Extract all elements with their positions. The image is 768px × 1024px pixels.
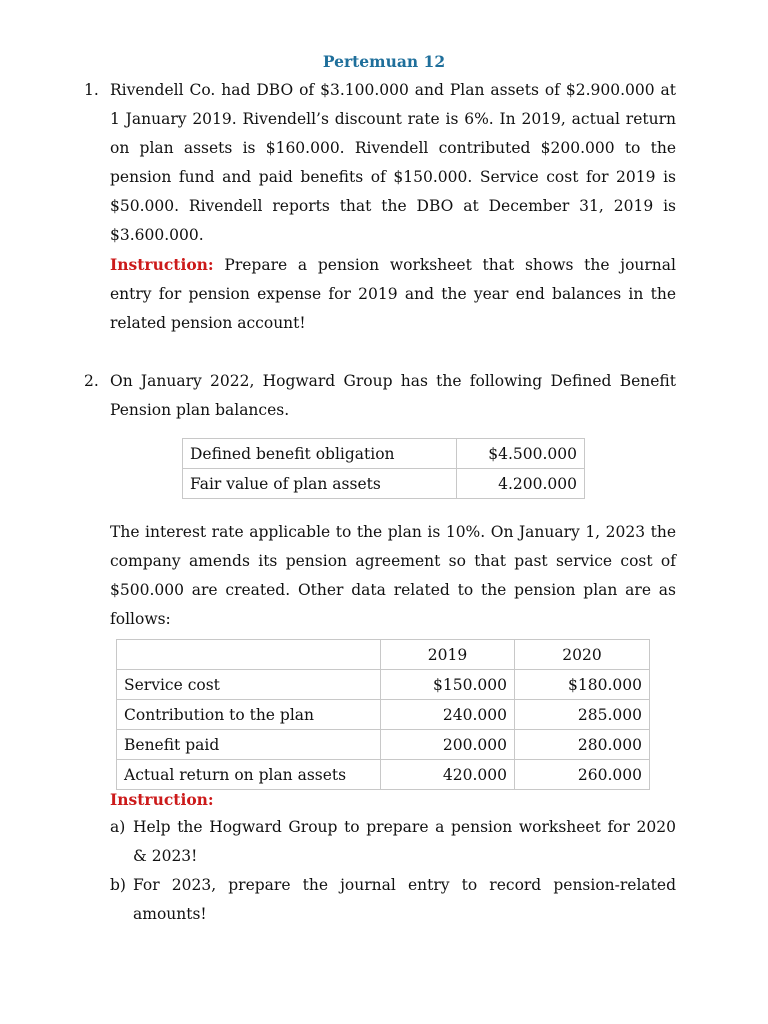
table-cell-value: 4.200.000 [457,469,585,499]
question-2 [84,367,676,425]
sub-question-b-text: For 2023, prepare the journal entry to record pension-related amounts! [133,876,676,923]
question-2-paragraph-text: The interest rate applicable to the plan is 10%. On January 1, 2023 the company amends its pension agreement so that past service cost of $500.000 are created. Other data related to the pension plan are as follows: [110,523,676,628]
table-row [183,469,585,499]
table-cell-value: $180.000 [515,670,650,700]
sub-question-b [110,871,676,929]
table-row [183,439,585,469]
table-cell-label: Benefit paid [117,730,381,760]
table-cell-value: 240.000 [381,700,515,730]
table-header-cell [117,640,381,670]
table-cell-value: 200.000 [381,730,515,760]
instruction-label: Instruction: [110,255,214,274]
table-cell-label: Defined benefit obligation [183,439,457,469]
page-title: Pertemuan 12 [322,52,446,71]
question-1 [84,76,676,338]
plan-balances-table [182,438,585,499]
question-1-text: Rivendell Co. had DBO of $3.100.000 and Plan assets of $2.900.000 at 1 January 2019. Rivendell’s discount rate is 6%. In 2019, actual return on plan assets is $160.000. Rivendell contributed $200.000 to the pension fund and paid benefits of $150.000. Service cost for 2019 is $50.000. Rivendell reports that the DBO at December 31, 2019 is $3.600.000. [110,81,676,244]
table-cell-label: Fair value of plan assets [183,469,457,499]
table-header-row [117,640,650,670]
table-row [117,700,650,730]
table-cell-value: 420.000 [381,760,515,790]
sub-question-a-label: a) [110,818,126,836]
question-2-number: 2. [84,372,99,390]
table-header-cell: 2020 [515,640,650,670]
question-2-intro: On January 2022, Hogward Group has the following Defined Benefit Pension plan balances. [110,372,676,419]
table-cell-label: Actual return on plan assets [117,760,381,790]
question-1-instruction [110,250,676,338]
sub-question-a [110,813,676,871]
table-cell-value: 280.000 [515,730,650,760]
table-cell-value: $4.500.000 [457,439,585,469]
table-header-cell: 2019 [381,640,515,670]
sub-question-b-label: b) [110,876,126,894]
table-row [117,730,650,760]
table-row [117,670,650,700]
instruction-text: Prepare a pension worksheet that shows the journal entry for pension expense for 2019 and the year end balances in the related pension account! [110,256,676,332]
sub-question-a-text: Help the Hogward Group to prepare a pension worksheet for 2020 & 2023! [133,818,676,865]
table-cell-value: $150.000 [381,670,515,700]
question-2-instruction-label: Instruction: [110,790,214,809]
table-cell-value: 260.000 [515,760,650,790]
question-2-paragraph [110,518,676,634]
table-cell-value: 285.000 [515,700,650,730]
table-cell-label: Contribution to the plan [117,700,381,730]
question-1-number: 1. [84,81,99,99]
pension-data-table [116,639,650,790]
table-cell-label: Service cost [117,670,381,700]
